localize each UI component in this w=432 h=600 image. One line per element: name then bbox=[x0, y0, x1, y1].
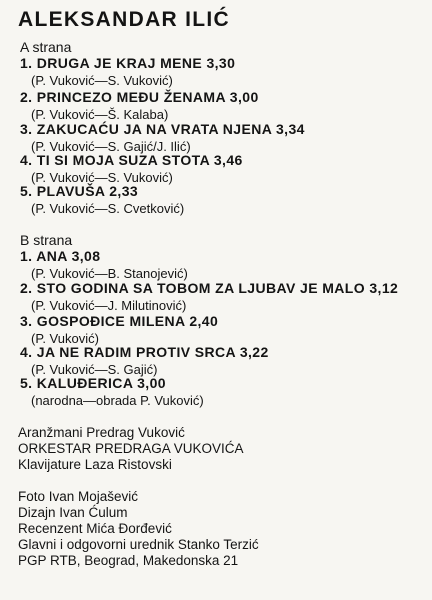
orchestra-line: ORKESTAR PREDRAGA VUKOVIĆA bbox=[18, 441, 244, 456]
track-credit: (P. Vuković) bbox=[31, 331, 99, 346]
track-number: 5. bbox=[20, 375, 33, 391]
track-credit: (P. Vuković—S. Cvetković) bbox=[31, 201, 185, 216]
track-a-4 bbox=[20, 152, 420, 185]
track-duration: 3,08 bbox=[71, 248, 101, 264]
reviewer-credit: Recenzent Mića Đorđević bbox=[18, 521, 172, 536]
track-duration: 3,12 bbox=[369, 280, 399, 296]
track-title: KALUĐERICA bbox=[36, 375, 133, 391]
track-credit: (P. Vuković—S. Vuković) bbox=[31, 170, 173, 185]
track-number: 5. bbox=[20, 183, 33, 199]
track-title: ZAKUCAĆU JA NA VRATA NJENA bbox=[36, 121, 272, 137]
track-duration: 3,00 bbox=[229, 89, 259, 105]
keyboards-line: Klavijature Laza Ristovski bbox=[18, 457, 172, 472]
track-title: TI SI MOJA SUZA STOTA bbox=[36, 152, 210, 168]
design-credit: Dizajn Ivan Ćulum bbox=[18, 505, 128, 520]
track-duration: 3,30 bbox=[206, 55, 236, 71]
editor-credit: Glavni i odgovorni urednik Stanko Terzić bbox=[18, 537, 259, 552]
track-number: 2. bbox=[20, 280, 33, 296]
track-a-2 bbox=[20, 89, 420, 122]
track-credit: (narodna—obrada P. Vuković) bbox=[31, 393, 204, 408]
artist-name: ALEKSANDAR ILIĆ bbox=[18, 8, 230, 31]
track-title: JA NE RADIM PROTIV SRCA bbox=[36, 344, 236, 360]
track-a-5 bbox=[20, 183, 420, 216]
track-b-3 bbox=[20, 313, 420, 346]
track-title: PRINCEZO MEĐU ŽENAMA bbox=[36, 89, 226, 105]
track-credit: (P. Vuković—S. Gajić/J. Ilić) bbox=[31, 139, 191, 154]
side-b-label: B strana bbox=[20, 232, 73, 248]
track-number: 2. bbox=[20, 89, 33, 105]
side-a-label: A strana bbox=[20, 39, 72, 55]
track-title: DRUGA JE KRAJ MENE bbox=[36, 55, 203, 71]
arranger-line: Aranžmani Predrag Vuković bbox=[18, 425, 185, 440]
track-duration: 2,33 bbox=[109, 183, 139, 199]
track-duration: 3,00 bbox=[137, 375, 166, 391]
track-credit: (P. Vuković—S. Gajić) bbox=[31, 362, 158, 377]
track-title: GOSPOĐICE MILENA bbox=[36, 313, 186, 329]
track-credit: (P. Vuković—J. Milutinović) bbox=[31, 298, 187, 313]
track-duration: 3,46 bbox=[213, 152, 243, 168]
track-title: STO GODINA SA TOBOM ZA LJUBAV JE MALO bbox=[36, 280, 366, 296]
publisher-line: PGP RTB, Beograd, Makedonska 21 bbox=[18, 553, 239, 568]
production-credits bbox=[18, 489, 259, 569]
track-credit: (P. Vuković—Š. Kalaba) bbox=[31, 107, 169, 122]
track-number: 4. bbox=[20, 344, 33, 360]
track-duration: 3,34 bbox=[276, 121, 305, 137]
track-number: 3. bbox=[20, 121, 33, 137]
track-number: 1. bbox=[20, 248, 33, 264]
track-number: 3. bbox=[20, 313, 33, 329]
track-number: 1. bbox=[20, 55, 33, 71]
track-credit: (P. Vuković—B. Stanojević) bbox=[31, 266, 188, 281]
track-a-3 bbox=[20, 121, 420, 154]
photo-credit: Foto Ivan Mojašević bbox=[18, 489, 139, 504]
track-duration: 2,40 bbox=[189, 313, 219, 329]
track-b-4 bbox=[20, 344, 420, 377]
track-b-5 bbox=[20, 375, 420, 408]
track-duration: 3,22 bbox=[239, 344, 269, 360]
track-title: PLAVUŠA bbox=[36, 183, 105, 199]
track-b-2 bbox=[20, 280, 420, 313]
track-title: ANA bbox=[36, 248, 68, 264]
arrangement-credits bbox=[18, 425, 244, 473]
track-number: 4. bbox=[20, 152, 33, 168]
track-credit: (P. Vuković—S. Vuković) bbox=[31, 73, 173, 88]
track-b-1 bbox=[20, 248, 420, 281]
track-a-1 bbox=[20, 55, 420, 88]
